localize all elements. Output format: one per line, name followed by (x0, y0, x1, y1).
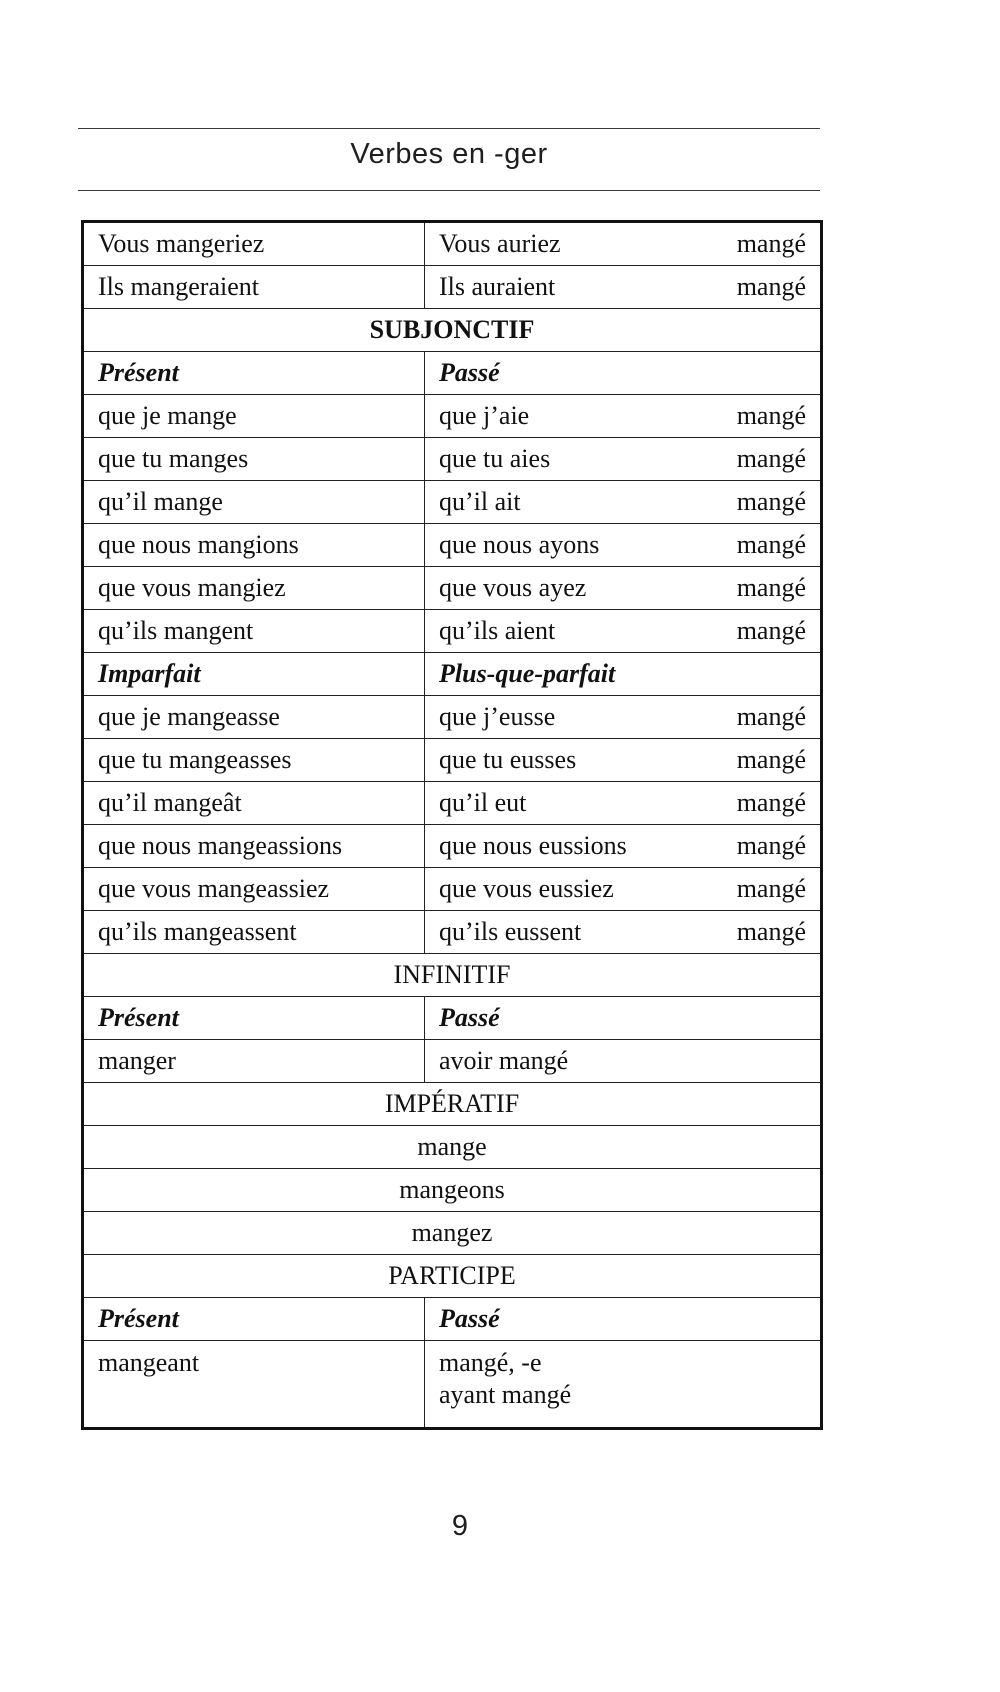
participle-cell: mangé (702, 222, 822, 266)
table-row (83, 782, 822, 825)
participle-cell: mangé (702, 739, 822, 782)
participle-cell: mangé (702, 481, 822, 524)
tense-label-passe: Passé (425, 1298, 822, 1341)
table-row (83, 696, 822, 739)
compound-aux-cell: qu’ils aient (425, 610, 703, 653)
participle-cell: mangé (702, 567, 822, 610)
imperatif-form: mangez (83, 1212, 822, 1255)
participle-cell: mangé (702, 610, 822, 653)
participle-cell: mangé (702, 266, 822, 309)
simple-form-cell: qu’ils mangeassent (83, 911, 425, 954)
section-header-row (83, 309, 822, 352)
infinitif-present-value: manger (83, 1040, 425, 1083)
section-header-row (83, 1083, 822, 1126)
simple-form-cell: que tu manges (83, 438, 425, 481)
header-top-rule (78, 128, 820, 129)
tense-label-passe: Passé (425, 997, 822, 1040)
table-row (83, 222, 822, 266)
table-row (83, 1212, 822, 1255)
tense-label-row (83, 352, 822, 395)
tense-label-present: Présent (83, 1298, 425, 1341)
tense-label-row (83, 1298, 822, 1341)
simple-form-cell: qu’il mange (83, 481, 425, 524)
table-row (83, 825, 822, 868)
simple-form-cell: que tu mangeasses (83, 739, 425, 782)
compound-aux-cell: Ils auraient (425, 266, 703, 309)
imperatif-form: mange (83, 1126, 822, 1169)
table-row (83, 1040, 822, 1083)
section-title-subjonctif: SUBJONCTIF (83, 309, 822, 352)
compound-aux-cell: qu’ils eussent (425, 911, 703, 954)
tense-label-imparfait: Imparfait (83, 653, 425, 696)
compound-aux-cell: qu’il ait (425, 481, 703, 524)
table-row (83, 438, 822, 481)
tense-label-row (83, 653, 822, 696)
simple-form-cell: que vous mangeassiez (83, 868, 425, 911)
participle-cell: mangé (702, 868, 822, 911)
page-header-title: Verbes en -ger (350, 138, 548, 170)
section-header-row (83, 954, 822, 997)
compound-aux-cell: que tu eusses (425, 739, 703, 782)
compound-aux-cell: Vous auriez (425, 222, 703, 266)
table-row (83, 481, 822, 524)
tense-label-row (83, 997, 822, 1040)
compound-aux-cell: que j’eusse (425, 696, 703, 739)
participle-cell: mangé (702, 395, 822, 438)
table-row (83, 395, 822, 438)
compound-aux-cell: que vous ayez (425, 567, 703, 610)
simple-form-cell: Ils mangeraient (83, 266, 425, 309)
table-row (83, 266, 822, 309)
participe-passe-line: ayant mangé (439, 1380, 572, 1409)
table-row (83, 868, 822, 911)
table-row (83, 911, 822, 954)
conjugation-table (81, 220, 823, 1430)
table-row (83, 1169, 822, 1212)
section-header-row (83, 1255, 822, 1298)
participe-passe-line: mangé, -e (439, 1348, 542, 1377)
table-row (83, 567, 822, 610)
page-number: 9 (451, 1510, 469, 1542)
participle-cell: mangé (702, 696, 822, 739)
table-row (83, 1341, 822, 1429)
participle-cell: mangé (702, 911, 822, 954)
participle-cell: mangé (702, 825, 822, 868)
table-row (83, 739, 822, 782)
simple-form-cell: que je mange (83, 395, 425, 438)
tense-label-passe: Passé (425, 352, 822, 395)
compound-aux-cell: que j’aie (425, 395, 703, 438)
header-bottom-rule (78, 190, 820, 191)
tense-label-present: Présent (83, 352, 425, 395)
compound-aux-cell: que nous ayons (425, 524, 703, 567)
compound-aux-cell: que vous eussiez (425, 868, 703, 911)
participle-cell: mangé (702, 524, 822, 567)
simple-form-cell: que vous mangiez (83, 567, 425, 610)
simple-form-cell: que nous mangeassions (83, 825, 425, 868)
table-row (83, 1126, 822, 1169)
participe-passe-cell (425, 1341, 822, 1429)
section-title-imperatif: IMPÉRATIF (83, 1083, 822, 1126)
simple-form-cell: que je mangeasse (83, 696, 425, 739)
tense-label-plus-que-parfait: Plus-que-parfait (425, 653, 822, 696)
section-title-infinitif: INFINITIF (83, 954, 822, 997)
participle-cell: mangé (702, 438, 822, 481)
compound-aux-cell: que nous eussions (425, 825, 703, 868)
compound-aux-cell: que tu aies (425, 438, 703, 481)
compound-aux-cell: qu’il eut (425, 782, 703, 825)
table-row (83, 610, 822, 653)
table-row (83, 524, 822, 567)
infinitif-passe-value: avoir mangé (425, 1040, 822, 1083)
tense-label-present: Présent (83, 997, 425, 1040)
participle-cell: mangé (702, 782, 822, 825)
section-title-participe: PARTICIPE (83, 1255, 822, 1298)
imperatif-form: mangeons (83, 1169, 822, 1212)
participe-present-value: mangeant (83, 1341, 425, 1429)
simple-form-cell: qu’il mangeât (83, 782, 425, 825)
simple-form-cell: qu’ils mangent (83, 610, 425, 653)
simple-form-cell: que nous mangions (83, 524, 425, 567)
simple-form-cell: Vous mangeriez (83, 222, 425, 266)
